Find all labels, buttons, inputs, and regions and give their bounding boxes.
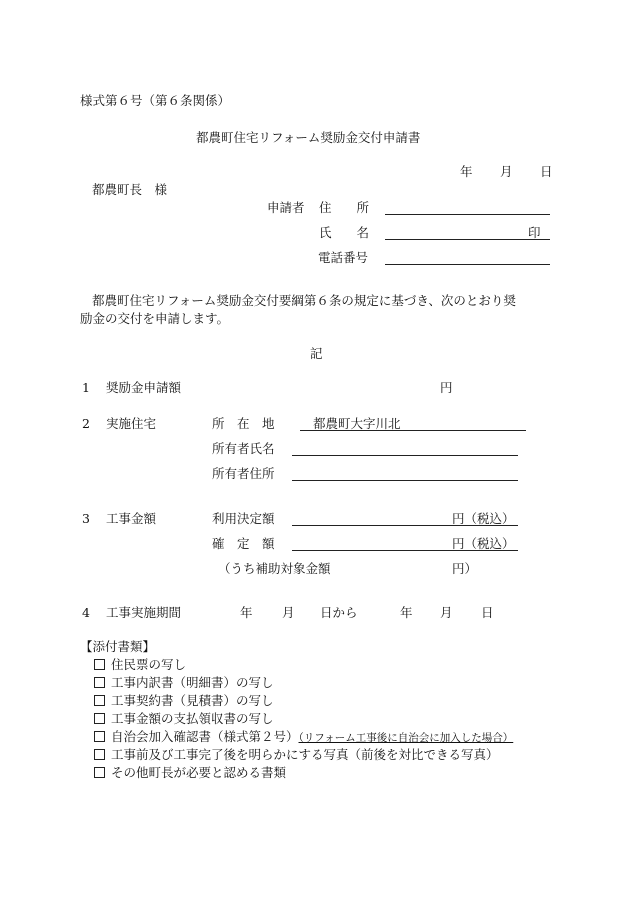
attachments-heading: 【添付書類】	[80, 639, 156, 654]
item1-yen: 円	[440, 380, 453, 395]
body-text-line1: 都農町住宅リフォーム奨励金交付要綱第６条の規定に基づき、次のとおり奨	[92, 293, 516, 308]
location-label: 所 在 地	[212, 416, 275, 431]
confirmed-amount-line[interactable]	[292, 550, 518, 551]
start-day-from-label: 日から	[320, 605, 358, 620]
applicant-phone-label: 電話番号	[318, 250, 369, 265]
applicant-name-label: 氏 名	[319, 225, 370, 240]
body-text-line2: 励金の交付を申請します。	[80, 311, 230, 326]
applicant-address-label: 住 所	[319, 200, 370, 215]
checkbox-icon[interactable]	[94, 749, 105, 760]
attachment-text: その他町長が必要と認める書類	[111, 765, 287, 780]
owner-address-label: 所有者住所	[212, 466, 275, 481]
end-year-label: 年	[400, 605, 413, 620]
owner-address-line[interactable]	[292, 480, 518, 481]
checkbox-icon[interactable]	[94, 677, 105, 688]
checkbox-icon[interactable]	[94, 695, 105, 706]
decided-amount-label: 利用決定額	[212, 511, 275, 526]
attachment-item	[94, 659, 186, 672]
applicant-label: 申請者	[267, 200, 305, 215]
attachment-text: 工事内訳書（明細書）の写し	[111, 675, 274, 690]
attachment-item	[94, 677, 274, 690]
date-month-label: 月	[500, 164, 513, 179]
checkbox-icon[interactable]	[94, 713, 105, 724]
attachment-text: 工事前及び工事完了後を明らかにする写真（前後を対比できる写真）	[111, 747, 499, 762]
confirmed-amount-label: 確 定 額	[212, 536, 275, 551]
checkbox-icon[interactable]	[94, 659, 105, 670]
item3-label: 工事金額	[106, 511, 157, 526]
attachment-text: 工事金額の支払領収書の写し	[111, 711, 274, 726]
item1-number: 1	[82, 380, 90, 395]
checkbox-icon[interactable]	[94, 767, 105, 778]
attachment-item	[94, 713, 274, 726]
end-month-label: 月	[440, 605, 453, 620]
subsidy-amount-open: （うち補助対象金額	[218, 561, 331, 576]
form-number: 様式第６号（第６条関係）	[80, 93, 231, 108]
attachment-text: 工事契約書（見積書）の写し	[111, 693, 274, 708]
location-line[interactable]	[300, 430, 526, 431]
checkbox-icon[interactable]	[94, 731, 105, 742]
decided-amount-line[interactable]	[292, 525, 518, 526]
item2-number: 2	[82, 416, 90, 431]
ki-heading: 記	[310, 346, 323, 361]
addressee: 都農町長 様	[92, 182, 168, 197]
applicant-phone-line[interactable]	[385, 264, 550, 265]
seal-mark: 印	[528, 225, 541, 240]
attachment-note: （リフォーム工事後に自治会に加入した場合）	[298, 732, 514, 744]
location-value: 都農町大字川北	[313, 416, 401, 431]
end-day-label: 日	[481, 605, 494, 620]
owner-name-line[interactable]	[292, 455, 518, 456]
owner-name-label: 所有者氏名	[212, 441, 275, 456]
applicant-name-line[interactable]	[385, 239, 550, 240]
item3-number: 3	[82, 511, 90, 526]
attachment-item	[94, 767, 286, 780]
applicant-address-line[interactable]	[385, 214, 550, 215]
item2-label: 実施住宅	[106, 416, 157, 431]
confirmed-tax-incl: 円（税込）	[452, 536, 515, 551]
start-year-label: 年	[240, 605, 253, 620]
attachment-text: 自治会加入確認書（様式第２号）	[111, 729, 299, 744]
item1-label: 奨励金申請額	[106, 380, 182, 395]
start-month-label: 月	[282, 605, 295, 620]
decided-tax-incl: 円（税込）	[452, 511, 515, 526]
attachment-item	[94, 731, 513, 744]
attachment-item	[94, 749, 499, 762]
item4-number: 4	[82, 605, 90, 620]
date-year-label: 年	[460, 164, 473, 179]
document-title: 都農町住宅リフォーム奨励金交付申請書	[196, 130, 421, 145]
attachment-text: 住民票の写し	[111, 657, 187, 672]
attachment-item	[94, 695, 274, 708]
subsidy-amount-close: 円）	[452, 561, 478, 576]
date-day-label: 日	[540, 164, 553, 179]
item4-label: 工事実施期間	[106, 605, 182, 620]
